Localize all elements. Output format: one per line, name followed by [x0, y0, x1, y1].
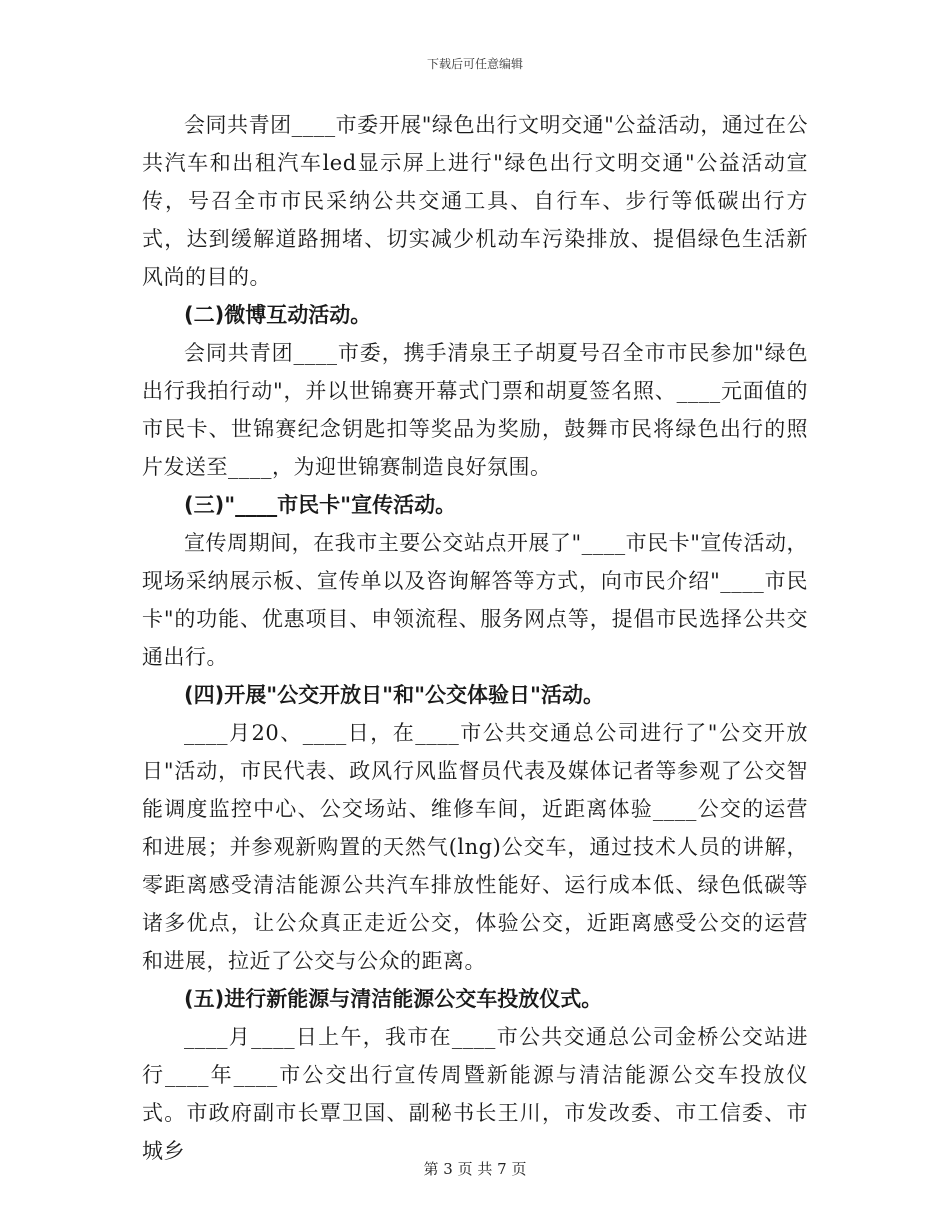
paragraph-green-travel: 会同共青团____市委开展"绿色出行文明交通"公益活动，通过在公共汽车和出租汽车led显示屏上进行"绿色出行文明交通"公益活动宣传，号召全市市民采纳公共交通工具、自行车、步行等低碳出行方式，达到缓解道路拥堵、切实减少机动车污染排放、提倡绿色生活新风尚的目的。	[142, 113, 808, 289]
section-heading-weibo: (二)微博互动活动。	[184, 303, 372, 327]
paragraph-weibo: 会同共青团____市委，携手清泉王子胡夏号召全市市民参加"绿色出行我拍行动"，并以世锦赛开幕式门票和胡夏签名照、____元面值的市民卡、世锦赛纪念钥匙扣等奖品为奖励，鼓舞市民将绿色出行的照片发送至____，为迎世锦赛制造良好氛围。	[142, 341, 808, 479]
document-body	[142, 106, 808, 1170]
paragraph-citizen-card: 宣传周期间，在我市主要公交站点开展了"____市民卡"宣传活动，现场采纳展示板、宣传单以及咨询解答等方式，向市民介绍"____市民卡"的功能、优惠项目、申领流程、服务网点等，提倡市民选择公共交通出行。	[142, 531, 808, 669]
page-number: 第 3 页 共 7 页	[423, 1160, 527, 1178]
page-header-note: 下载后可任意编辑	[426, 57, 523, 71]
paragraph-open-day: ____月20、____日，在____市公共交通总公司进行了"公交开放日"活动，市民代表、政风行风监督员代表及媒体记者等参观了公交智能调度监控中心、公交场站、维修车间，近距离体验____公交的运营和进展；并参观新购置的天然气(lng)公交车，通过技术人员的讲解，零距离感受清洁能源公共汽车排放性能好、运行成本低、绿色低碳等诸多优点，让公众真正走近公交，体验公交，近距离感受公交的运营和进展，拉近了公交与公众的距离。	[142, 721, 808, 973]
section-heading-new-energy: (五)进行新能源与清洁能源公交车投放仪式。	[184, 987, 603, 1011]
section-heading-citizen-card: (三)"____市民卡"宣传活动。	[184, 493, 457, 517]
paragraph-new-energy: ____月____日上午，我市在____市公共交通总公司金桥公交站进行____年____市公交出行宣传周暨新能源与清洁能源公交车投放仪式。市政府副市长覃卫国、副秘书长王川，市发改委、市工信委、市城乡	[142, 1025, 808, 1163]
section-heading-open-day: (四)开展"公交开放日"和"公交体验日"活动。	[184, 683, 604, 707]
